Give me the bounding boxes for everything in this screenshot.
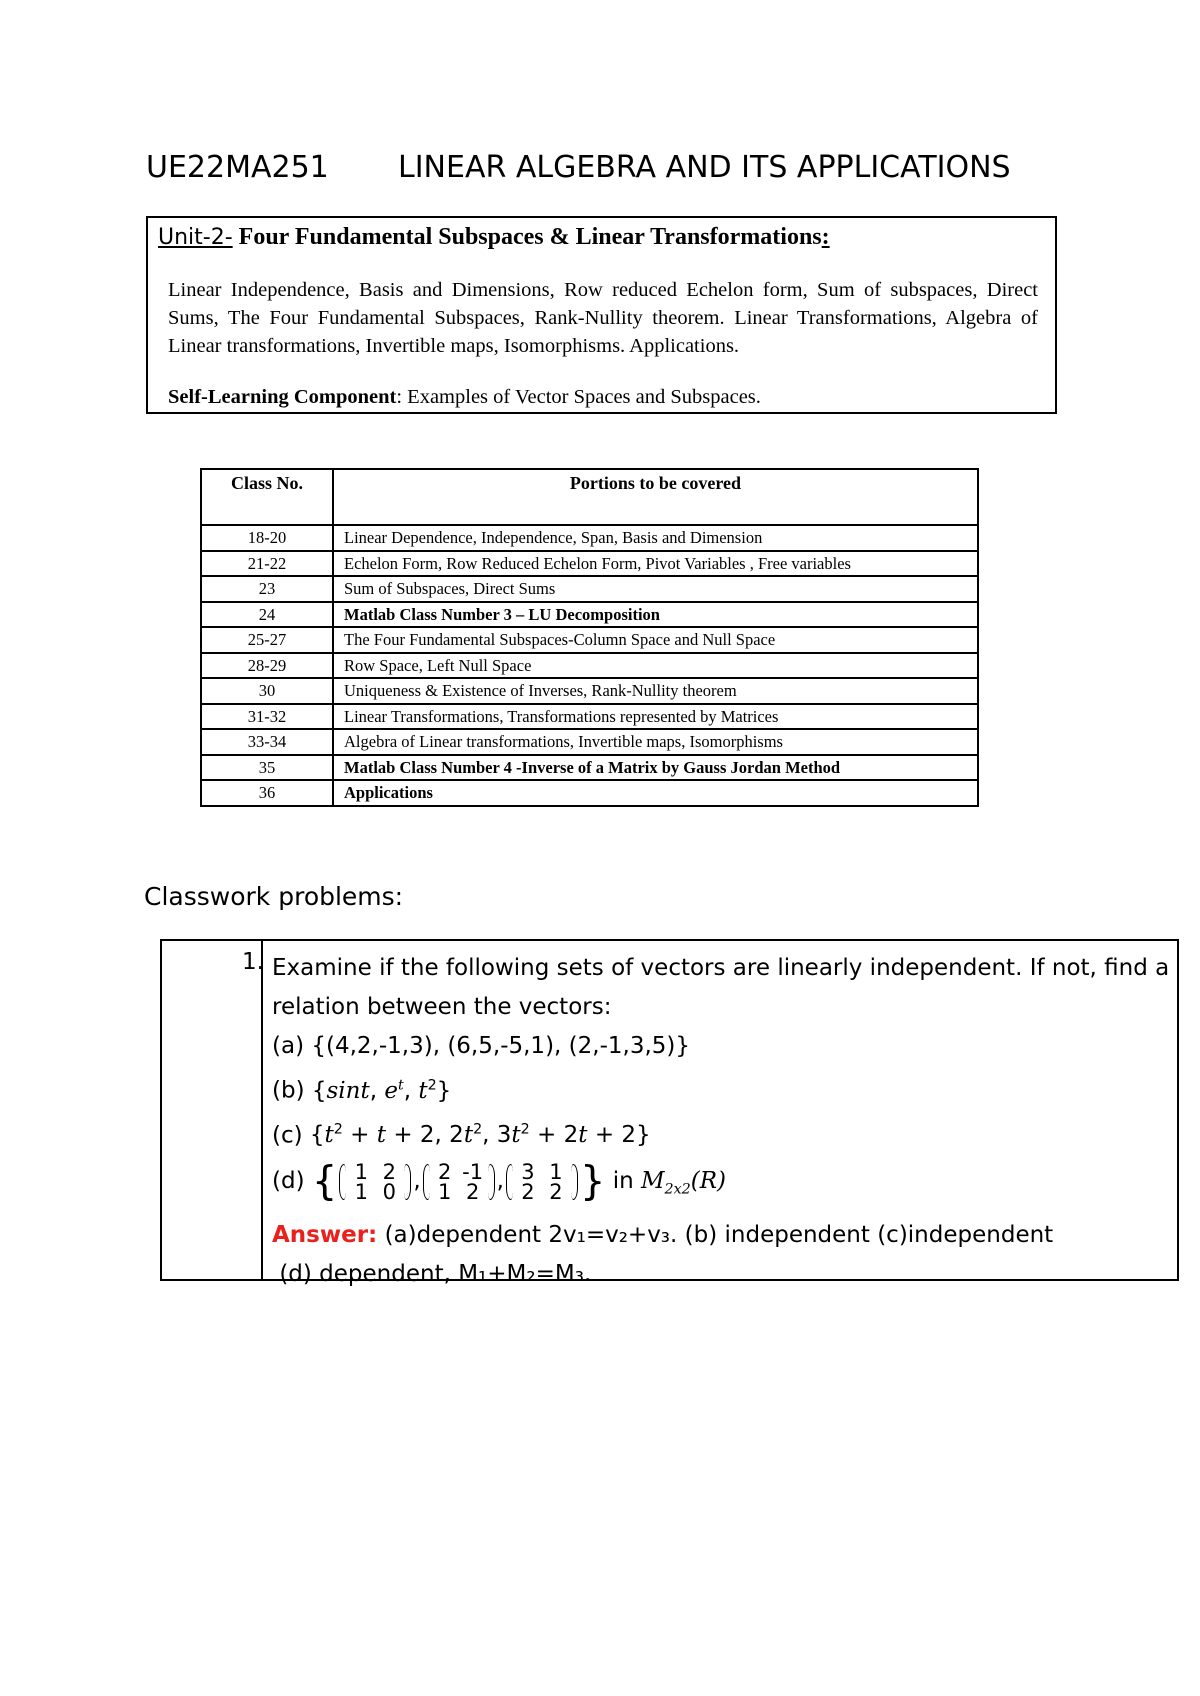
course-code: UE22MA251 xyxy=(146,150,329,185)
table-row xyxy=(201,780,978,806)
part-c xyxy=(272,1111,1172,1156)
class-no-cell: 28-29 xyxy=(201,653,333,679)
class-no-cell: 30 xyxy=(201,678,333,704)
class-no-cell: 24 xyxy=(201,602,333,628)
part-b xyxy=(272,1066,1172,1111)
portion-cell: Matlab Class Number 4 -Inverse of a Matrix by Gauss Jordan Method xyxy=(333,755,978,781)
unit-summary-box xyxy=(146,216,1057,414)
table-row xyxy=(201,551,978,577)
answer-text-2: (d) dependent, M₁+M₂=M₃. xyxy=(279,1260,592,1287)
table-header-row xyxy=(201,469,978,525)
portion-cell: Linear Dependence, Independence, Span, Basis and Dimension xyxy=(333,525,978,551)
answer-text-1: (a)dependent 2v₁=v₂+v₃. (b) independent (c)independent xyxy=(384,1221,1054,1248)
course-title: LINEAR ALGEBRA AND ITS APPLICATIONS xyxy=(398,150,1011,185)
table-row xyxy=(201,576,978,602)
unit-label: Unit-2- xyxy=(158,225,233,250)
matrix-2: 2 -1 1 2 xyxy=(423,1162,495,1202)
class-no-cell: 21-22 xyxy=(201,551,333,577)
matrix-space: $M_{2x2}(R)$ xyxy=(640,1168,726,1198)
part-d-label: (d) xyxy=(272,1168,305,1195)
table-row xyxy=(201,602,978,628)
part-c-label: (c) xyxy=(272,1122,303,1149)
portion-cell: The Four Fundamental Subspaces-Column Space and Null Space xyxy=(333,627,978,653)
portion-cell: Algebra of Linear transformations, Invertible maps, Isomorphisms xyxy=(333,729,978,755)
part-a-label: (a) xyxy=(272,1033,305,1059)
table-row xyxy=(201,653,978,679)
portion-cell: Matlab Class Number 3 – LU Decomposition xyxy=(333,602,978,628)
unit-colon: : xyxy=(821,224,830,250)
matrix-3: 3 1 2 2 xyxy=(506,1162,578,1202)
class-no-cell: 25-27 xyxy=(201,627,333,653)
class-no-cell: 35 xyxy=(201,755,333,781)
table-row xyxy=(201,678,978,704)
table-row xyxy=(201,755,978,781)
problem-number: 1. xyxy=(242,949,264,975)
class-no-cell: 23 xyxy=(201,576,333,602)
part-b-label: (b) xyxy=(272,1077,305,1104)
class-no-cell: 36 xyxy=(201,780,333,806)
answer-line-1 xyxy=(272,1216,1172,1255)
problem-statement-line-1: Examine if the following sets of vectors are linearly independent. If not, find a xyxy=(272,955,1170,981)
self-learning-component xyxy=(168,386,761,409)
problem-statement-line-2: relation between the vectors: xyxy=(272,994,612,1020)
table-row xyxy=(201,627,978,653)
part-d-suffix: in xyxy=(612,1168,634,1195)
class-no-cell: 33-34 xyxy=(201,729,333,755)
self-learning-text: : Examples of Vector Spaces and Subspaces. xyxy=(396,386,761,408)
table-row xyxy=(201,525,978,551)
portion-cell: Uniqueness & Existence of Inverses, Rank-Nullity theorem xyxy=(333,678,978,704)
table-row xyxy=(201,704,978,730)
answer-line-2 xyxy=(272,1255,1172,1294)
part-c-set: {$t^2 + t + 2$, $2t^2$, $3t^2 + 2t + 2$} xyxy=(309,1121,651,1149)
class-no-cell: 18-20 xyxy=(201,525,333,551)
portion-cell: Applications xyxy=(333,780,978,806)
portion-cell: Sum of Subspaces, Direct Sums xyxy=(333,576,978,602)
matrix-1: 1 2 1 0 xyxy=(339,1162,411,1202)
unit-description: Linear Independence, Basis and Dimensions, Row reduced Echelon form, Sum of subspaces, Direct Sums, The Four Fundamental Subspaces, Rank-Nullity theorem. Linear Transformations, Algebra of Linear transformations, Invertible maps, Isomorphisms. Applications. xyxy=(168,279,1038,357)
answer-label: Answer: xyxy=(272,1221,378,1248)
part-a xyxy=(272,1027,1172,1066)
column-header-class-no: Class No. xyxy=(201,469,333,525)
problem-box xyxy=(160,939,1179,1287)
table-row xyxy=(201,729,978,755)
column-divider xyxy=(261,941,263,1279)
column-header-portions: Portions to be covered xyxy=(333,469,978,525)
self-learning-label: Self-Learning Component xyxy=(168,386,397,408)
unit-title: Four Fundamental Subspaces & Linear Transformations xyxy=(238,224,822,250)
part-a-set: {(4,2,-1,3), (6,5,-5,1), (2,-1,3,5)} xyxy=(311,1033,691,1059)
portion-cell: Linear Transformations, Transformations represented by Matrices xyxy=(333,704,978,730)
right-brace: } xyxy=(579,1158,606,1205)
portion-cell: Row Space, Left Null Space xyxy=(333,653,978,679)
part-b-set: {sint, $e^t$, $t^2$} xyxy=(311,1077,452,1104)
left-brace: { xyxy=(311,1158,338,1205)
classwork-label: Classwork problems: xyxy=(144,882,404,911)
part-d: (d) { 1 2 1 0 , 2 -1 1 2 , 3 1 2 2 } in $M_{2x2}(R)$ xyxy=(272,1158,726,1205)
schedule-table xyxy=(200,468,979,807)
class-no-cell: 31-32 xyxy=(201,704,333,730)
portion-cell: Echelon Form, Row Reduced Echelon Form, Pivot Variables , Free variables xyxy=(333,551,978,577)
problem-body xyxy=(272,949,1172,1294)
document-title xyxy=(146,150,1011,185)
unit-heading xyxy=(158,224,830,251)
